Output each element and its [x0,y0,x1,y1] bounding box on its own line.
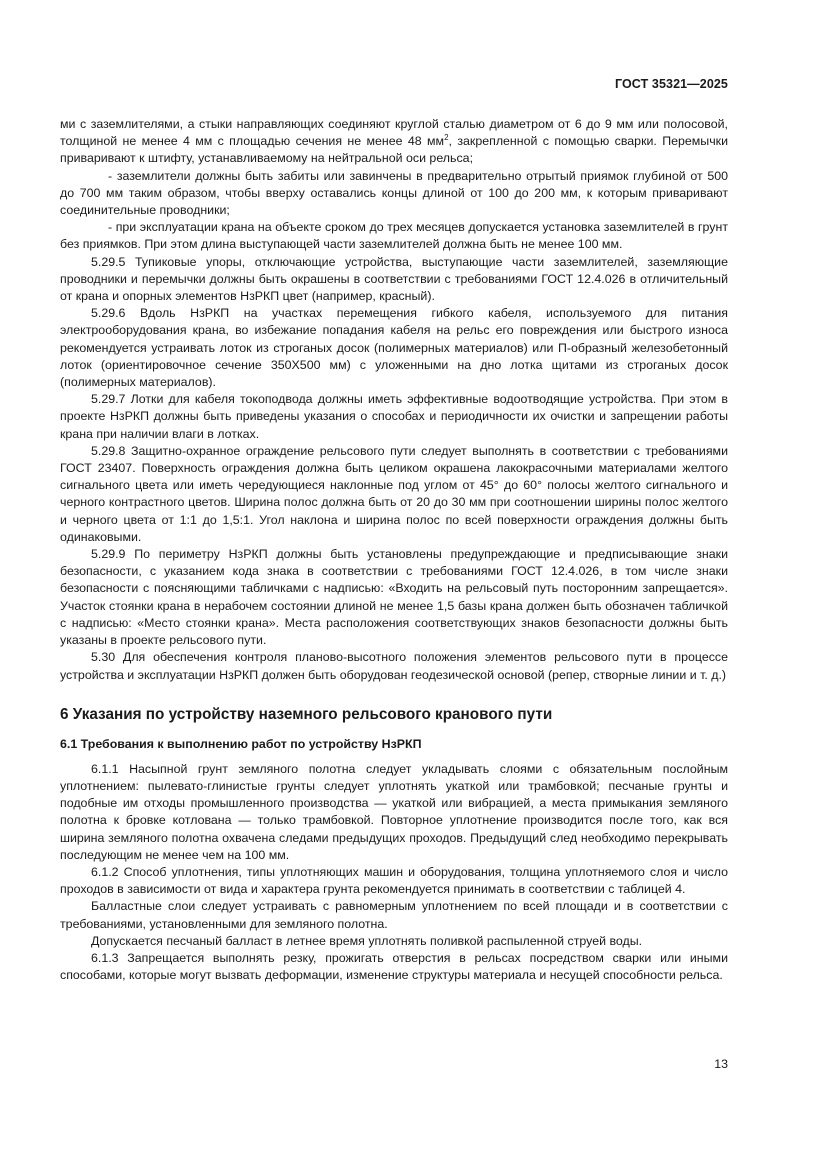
paragraph-text-tail: , закрепленной с помощью сварки. Перемычки приваривают к штифту, устанавливаемому на нейтральной оси рельса; [60,134,729,166]
paragraph [60,933,728,950]
paragraph-text: 5.29.9 По периметру НзРКП должны быть установлены предупреждающие и предписывающие знаки безопасности, с указанием кода знака в соответствии с требованиями ГОСТ 12.4.026, в том числе знаки безопасности с поясняющими табличками с надписью: «Входить на рельсовый путь посторонним запрещается». Участок стоянки крана в нерабочем состоянии длиной не менее 1,5 базы крана должен быть обозначен табличкой с надписью: «Место стоянки крана». Места расположения соответствующих знаков безопасности должны быть указаны в проекте рельсового пути. [60,547,728,648]
paragraph-text: 5.29.7 Лотки для кабеля токоподвода должны иметь эффективные водоотводящие устройства. При этом в проекте НзРКП должны быть приведены указания о способах и периодичности их очистки и запрещении работы крана при наличии влаги в лотках. [60,392,728,441]
subsection-heading: 6.1 Требования к выполнению работ по устройству НзРКП [60,736,422,751]
document-code-header: ГОСТ 35321—2025 [614,77,728,91]
paragraph [60,168,728,220]
paragraph-text: Балластные слои следует устраивать с равномерным уплотнением по всей площади и в соответствии с требованиями, установленными для земляного полотна. [60,899,728,931]
paragraph-text: - заземлители должны быть забиты или завинчены в предварительно отрытый приямок глубиной от 500 до 700 мм таким образом, чтобы вверху оставались концы длиной от 100 до 200 мм, к которым приваривают соединительные проводники; [60,168,728,218]
paragraph-text: 5.29.8 Защитно-охранное ограждение рельсового пути следует выполнять в соответствии с требованиями ГОСТ 23407. Поверхность ограждения должна быть целиком окрашена лакокрасочными материалами желтого сигнального цвета или иметь чередующиеся наклонные под углом от 45° до 60° полосы желтого сигнального и черного контрастного цветов. Ширина полос должна быть от 20 до 30 мм при соотношении ширины полос желтого и черного цвета от 1:1 до 1,5:1. Угол наклона и ширина полос по всей поверхности ограждения должны быть одинаковыми. [60,443,728,544]
page-number: 13 [714,1057,728,1071]
paragraph-text: 6.1.1 Насыпной грунт земляного полотна следует укладывать слоями с обязательным послойным уплотнением: пылевато-глинистые грунты следует уплотнять укаткой или трамбовкой; песчаные грунты и подобные им отходы промышленного производства — укаткой или вибрацией, а места примыкания земляного полотна к бровке котлована — только трамбовкой. Повторное уплотнение производится после того, как вся ширина земляного полотна охвачена следами предыдущих проходов. Предыдущий след необходимо перекрывать последующим не менее чем на 100 мм. [60,761,728,862]
paragraph [60,391,728,443]
paragraphs-after-section [60,761,728,985]
paragraph [60,898,728,932]
paragraph-text: 5.29.6 Вдоль НзРКП на участках перемещения гибкого кабеля, используемого для питания электрооборудования крана, во избежание попадания кабеля на рельс его повреждения или быстрого износа рекомендуется устраивать лоток из строганых досок (полимерных материалов) или П-образный железобетонный лоток (ориентировочное сечение 350Х500 мм) с уложенными на дно лотка щитами из строганых досок (полимерных материалов). [60,306,728,390]
section-heading: 6 Указания по устройству наземного рельсового кранового пути [60,705,553,723]
body-text [60,116,728,984]
paragraph [60,443,728,546]
paragraph [60,116,728,168]
paragraphs-before-section [60,116,728,684]
paragraph [60,761,728,864]
paragraph [60,950,728,984]
paragraph [60,546,728,649]
paragraph-text: ми с заземлителями, а стыки направляющих соединяют круглой сталью диаметром от 6 до 9 мм или полосовой, толщиной не менее 4 мм с площадью сечения не менее 48 мм [60,117,728,149]
paragraph [60,254,728,306]
paragraph [60,219,728,253]
superscript: 2 [444,133,449,143]
paragraph [60,305,728,391]
paragraph-text: 5.29.5 Тупиковые упоры, отключающие устройства, выступающие части заземлителей, заземляющие проводники и перемычки должны быть окрашены в соответствии с требованиями ГОСТ 12.4.026 в отличительный от крана и опорных элементов НзРКП цвет (например, красный). [60,254,728,304]
paragraph [60,649,728,683]
document-page [60,0,728,1169]
paragraph-text: 6.1.3 Запрещается выполнять резку, прожигать отверстия в рельсах посредством сварки или иными способами, которые могут вызвать деформации, изменение структуры материала и несущей способности рельса. [60,950,728,983]
paragraph-text: - при эксплуатации крана на объекте сроком до трех месяцев допускается установка заземлителей в грунт без приямков. При этом длина выступающей части заземлителей должна быть не менее 100 мм. [60,220,728,252]
paragraph-text: 6.1.2 Способ уплотнения, типы уплотняющих машин и оборудования, толщина уплотняемого слоя и число проходов в зависимости от вида и характера грунта рекомендуется принимать в соответствии с таблицей 4. [60,864,728,897]
paragraph [60,864,728,898]
paragraph-text: Допускается песчаный балласт в летнее время уплотнять поливкой распыленной струей воды. [91,933,643,948]
paragraph-text: 5.30 Для обеспечения контроля планово-высотного положения элементов рельсового пути в процессе устройства и эксплуатации НзРКП должен быть оборудован геодезической основой (репер, створные линии и т. д.) [60,650,728,682]
